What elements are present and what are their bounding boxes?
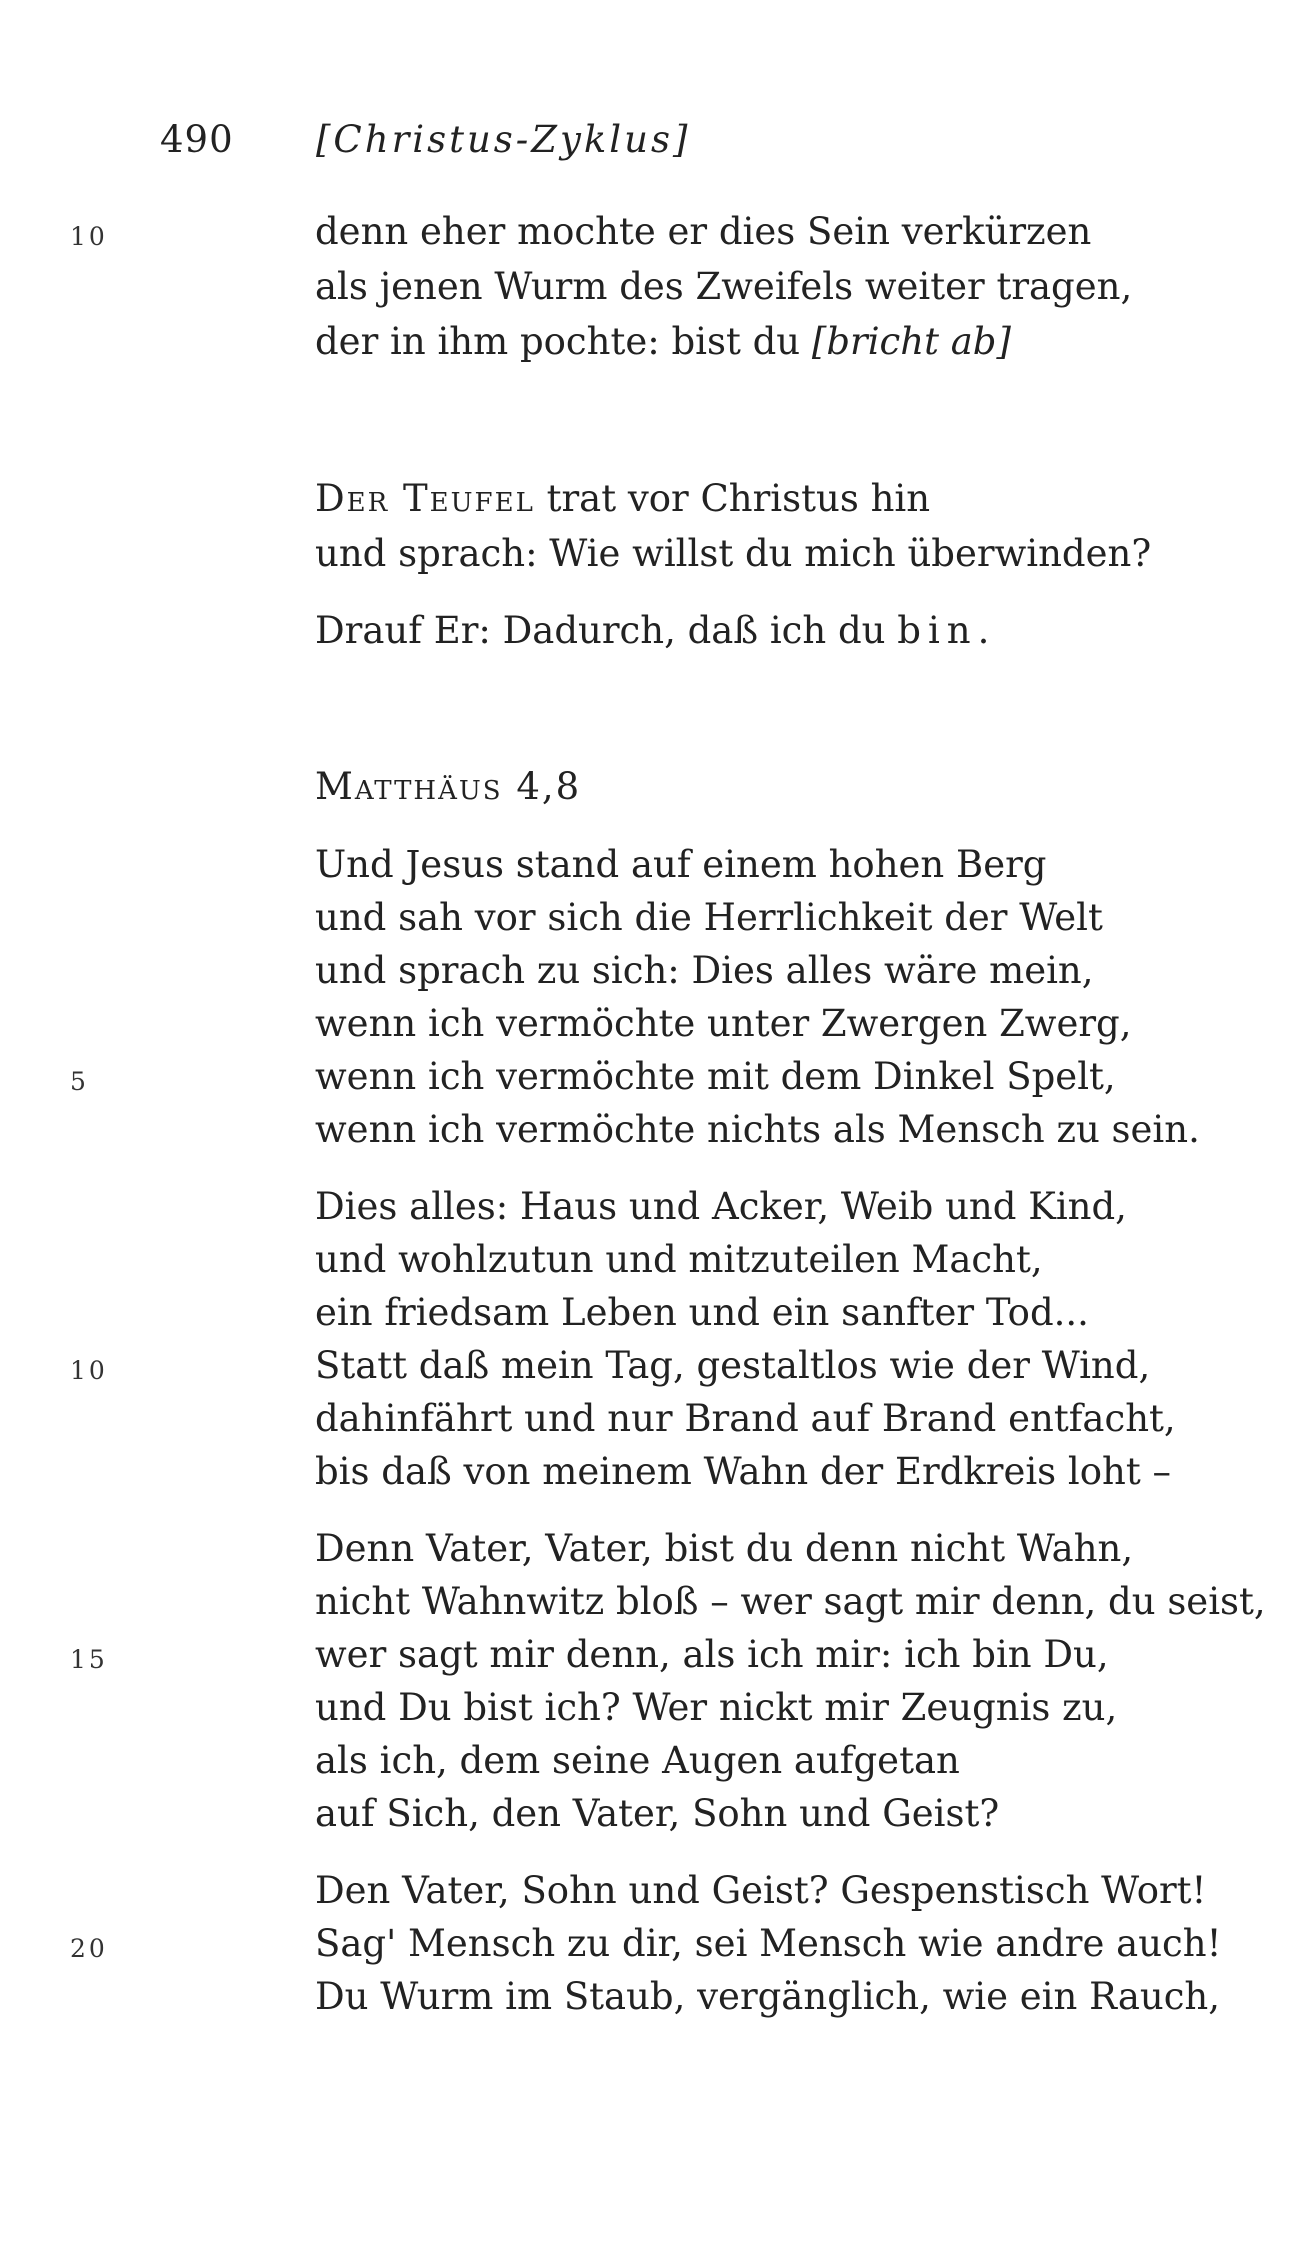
verse-line: Du Wurm im Staub, vergänglich, wie ein Rauch, xyxy=(315,1975,1221,2018)
verse-line: und sprach zu sich: Dies alles wäre mein, xyxy=(315,949,1094,992)
line-number: 15 xyxy=(70,1645,108,1674)
verse-line: als jenen Wurm des Zweifels weiter tragen, xyxy=(315,265,1133,308)
verse-line: Und Jesus stand auf einem hohen Berg xyxy=(315,843,1047,886)
verse-line: wenn ich vermöchte nichts als Mensch zu sein. xyxy=(315,1108,1200,1151)
verse-line: Den Vater, Sohn und Geist? Gespenstisch Wort! xyxy=(315,1869,1207,1912)
verse-line: und sah vor sich die Herrlichkeit der Welt xyxy=(315,896,1103,939)
verse-line xyxy=(315,477,931,520)
verse-line: und sprach: Wie willst du mich überwinden? xyxy=(315,532,1152,575)
verse-text: der in ihm pochte: bist du xyxy=(315,320,801,363)
verse-line: bis daß von meinem Wahn der Erdkreis loht – xyxy=(315,1450,1172,1493)
verse-line: wer sagt mir denn, als ich mir: ich bin Du, xyxy=(315,1633,1109,1676)
verse-line: dahinfährt und nur Brand auf Brand entfacht, xyxy=(315,1397,1176,1440)
verse-line: Dies alles: Haus und Acker, Weib und Kind, xyxy=(315,1185,1127,1228)
verse-line: und wohlzutun und mitzuteilen Macht, xyxy=(315,1238,1043,1281)
line-number: 20 xyxy=(70,1934,108,1963)
verse-line xyxy=(315,609,997,652)
line-number: 10 xyxy=(70,222,108,251)
verse-line: Statt daß mein Tag, gestaltlos wie der Wind, xyxy=(315,1344,1151,1387)
verse-line: und Du bist ich? Wer nickt mir Zeugnis zu, xyxy=(315,1686,1118,1729)
verse-line: wenn ich vermöchte mit dem Dinkel Spelt, xyxy=(315,1055,1116,1098)
poem-title: Matthäus 4,8 xyxy=(315,765,582,808)
page-number: 490 xyxy=(160,118,234,161)
verse-text: trat vor Christus hin xyxy=(534,477,931,520)
verse-line: Sag' Mensch zu dir, sei Mensch wie andre auch! xyxy=(315,1922,1222,1965)
verse-line: ein friedsam Leben und ein sanfter Tod... xyxy=(315,1291,1089,1334)
verse-line: denn eher mochte er dies Sein verkürzen xyxy=(315,210,1092,253)
verse-line xyxy=(315,320,1011,363)
poem-title: Der Teufel xyxy=(315,477,535,520)
verse-text: Drauf Er: Dadurch, daß ich du xyxy=(315,609,898,652)
emphasis-text: bin. xyxy=(897,609,997,652)
verse-line: nicht Wahnwitz bloß – wer sagt mir denn, du seist, xyxy=(315,1580,1266,1623)
running-head: [Christus-Zyklus] xyxy=(316,118,691,161)
verse-line: als ich, dem seine Augen aufgetan xyxy=(315,1739,960,1782)
line-number: 5 xyxy=(70,1067,89,1096)
editorial-note: [bricht ab] xyxy=(811,320,1011,363)
verse-line: Denn Vater, Vater, bist du denn nicht Wahn, xyxy=(315,1527,1134,1570)
verse-line: auf Sich, den Vater, Sohn und Geist? xyxy=(315,1792,1000,1835)
verse-line: wenn ich vermöchte unter Zwergen Zwerg, xyxy=(315,1002,1132,1045)
line-number: 10 xyxy=(70,1356,108,1385)
